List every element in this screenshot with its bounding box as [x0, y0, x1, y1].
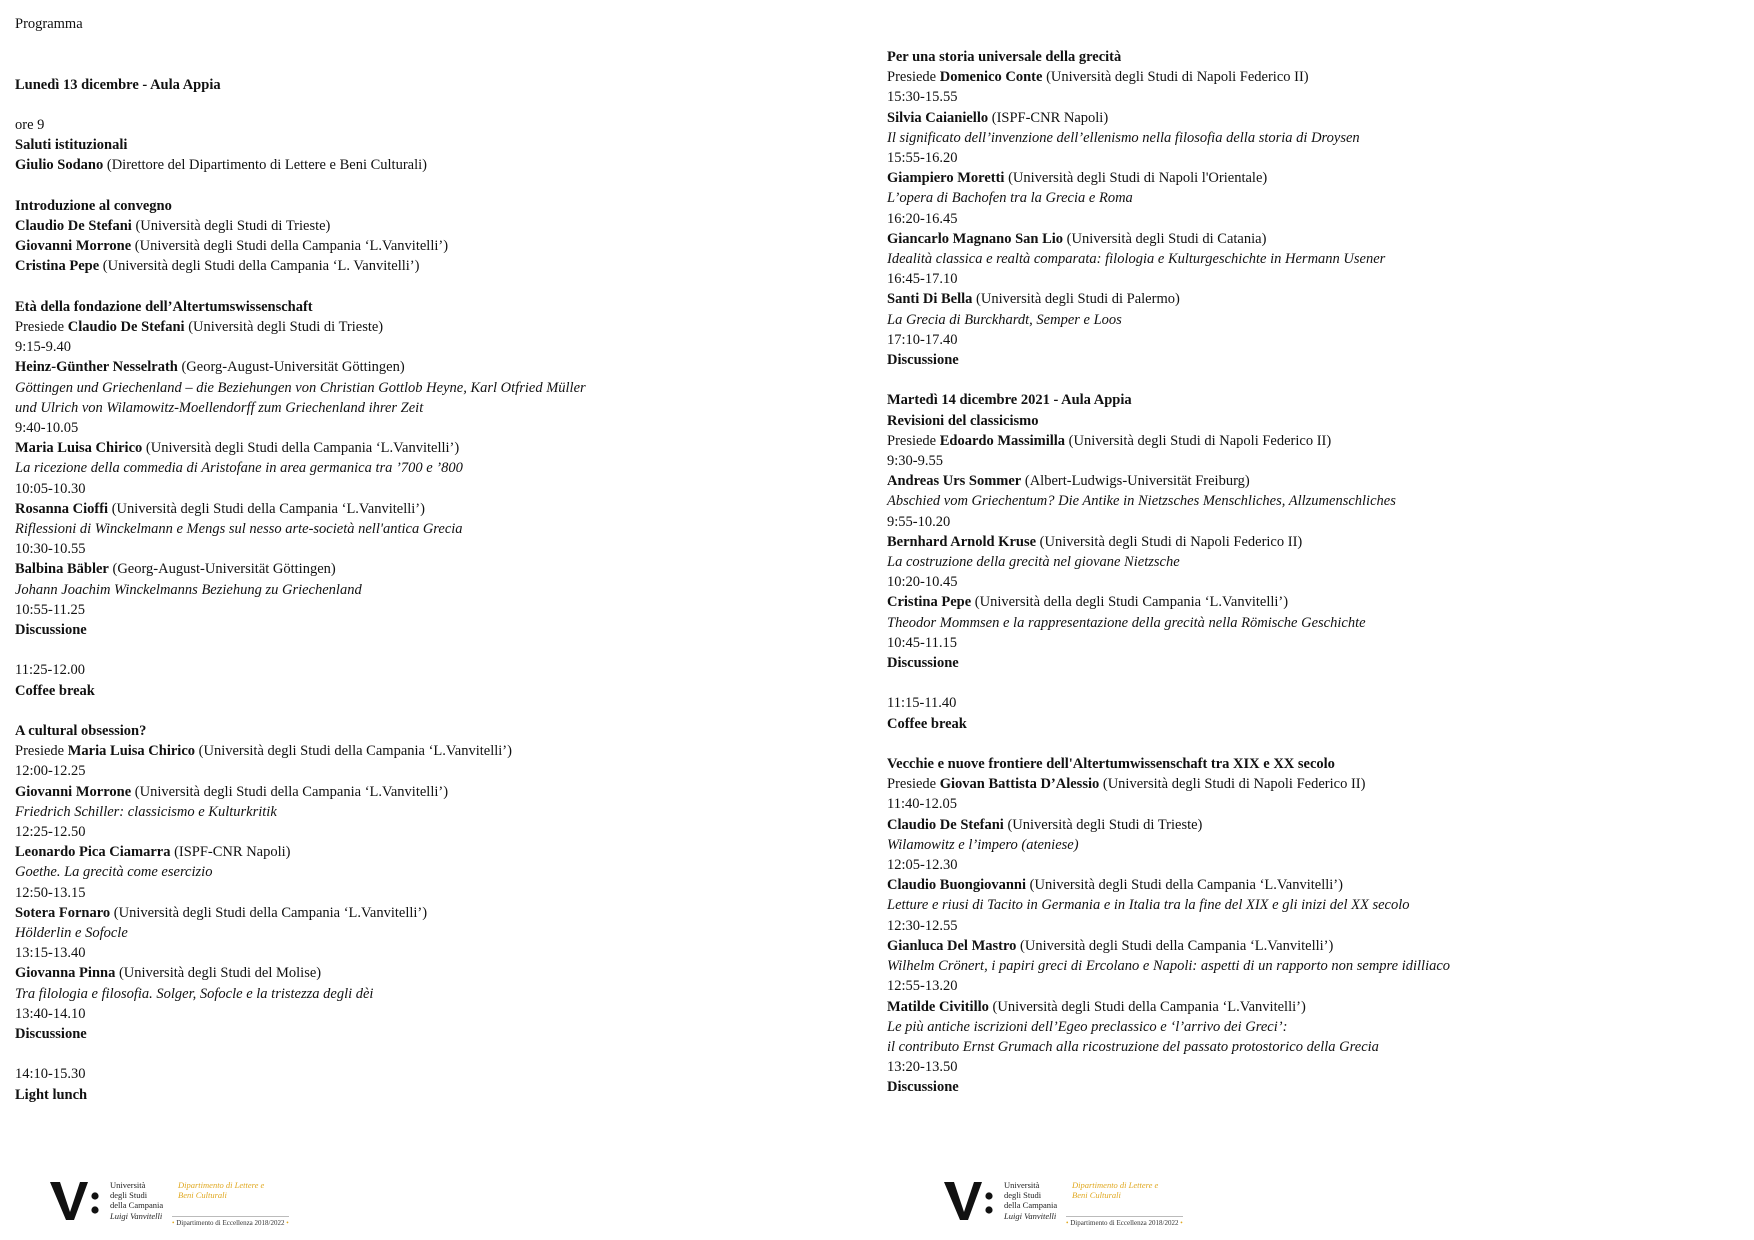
time-slot: 10:55-11.25 [15, 601, 85, 618]
speaker-name: Bernhard Arnold Kruse [887, 533, 1037, 550]
speaker-line [15, 216, 875, 236]
speaker-name: Cristina Pepe [15, 258, 100, 275]
speaker-line [15, 357, 875, 377]
bold-heading: A cultural obsession? [15, 723, 147, 739]
speaker-line [15, 963, 875, 983]
speaker-name: Giovanni Morrone [15, 238, 132, 255]
talk-title: L’opera di Bachofen tra la Grecia e Roma [887, 190, 1133, 207]
talk-title: Wilamowitz e l’impero (ateniese) [887, 836, 1079, 853]
speaker-affiliation: (Università degli Studi del Molise) [118, 965, 322, 982]
document-label: Programma [15, 16, 83, 32]
speaker-affiliation: (Università degli Studi di Napoli Federico II) [1039, 533, 1303, 550]
speaker-affiliation: (Georg-August-Universität Göttingen) [112, 561, 336, 578]
speaker-name: Claudio Buongiovanni [887, 877, 1027, 894]
time-slot: 15:55-16.20 [887, 150, 958, 167]
talk-title: Göttingen und Griechenland – die Beziehungen von Christian Gottlob Heyne, Karl Otfried Müller [15, 379, 586, 396]
talk-title: La Grecia di Burckhardt, Semper e Loos [887, 311, 1122, 328]
speaker-line [887, 875, 1747, 895]
speaker-line [887, 936, 1747, 956]
speaker-name: Giovanna Pinna [15, 965, 116, 982]
spacer [15, 176, 875, 196]
chair-affiliation: (Università degli Studi di Napoli Federico II) [1068, 432, 1332, 449]
speaker-name: Andreas Urs Sommer [887, 473, 1022, 490]
chair-affiliation: (Università degli Studi di Napoli Federico II) [1102, 776, 1366, 793]
speaker-name: Giovanni Morrone [15, 783, 132, 800]
talk-title: Il significato dell’invenzione dell’ellenismo nella filosofia della storia di Droysen [887, 129, 1360, 146]
talk-title: Johann Joachim Winckelmanns Beziehung zu Griechenland [15, 581, 362, 598]
speaker-name: Claudio De Stefani [887, 816, 1004, 833]
department-name: Dipartimento di Lettere e Beni Culturali [1072, 1180, 1159, 1201]
bold-heading: Coffee break [15, 682, 95, 699]
speaker-line [887, 592, 1747, 612]
chair-line [887, 774, 1747, 794]
time-slot: 10:45-11.15 [887, 634, 957, 651]
spacer [887, 370, 1747, 390]
bold-heading: Vecchie e nuove frontiere dell'Altertumwissenschaft tra XIX e XX secolo [887, 756, 1335, 773]
speaker-line [15, 256, 875, 276]
speaker-affiliation: (Università degli Studi di Trieste) [135, 217, 331, 234]
time-slot: 10:20-10.45 [887, 574, 958, 591]
bold-heading: Revisioni del classicismo [887, 412, 1039, 429]
bold-heading: Introduzione al convegno [15, 197, 172, 214]
bold-heading: Età della fondazione dell’Altertumswissenschaft [15, 298, 313, 315]
time-slot: 12:25-12.50 [15, 824, 86, 841]
university-logo-icon [942, 1178, 994, 1224]
speaker-affiliation: (Università degli Studi della Campania ‘L. Vanvitelli’) [102, 258, 420, 275]
speaker-name: Giampiero Moretti [887, 170, 1005, 187]
speaker-name: Balbina Bäbler [15, 561, 109, 578]
chair-affiliation: (Università degli Studi di Napoli Federico II) [1046, 69, 1309, 86]
speaker-affiliation: (Università degli Studi della Campania ‘L.Vanvitelli’) [113, 904, 428, 921]
bold-heading: Discussione [15, 1026, 87, 1043]
speaker-line [887, 815, 1747, 835]
chair-line [887, 431, 1747, 451]
speaker-name: Maria Luisa Chirico [15, 440, 143, 457]
time-slot: 9:30-9.55 [887, 453, 943, 470]
talk-title: Riflessioni di Winckelmann e Mengs sul nesso arte-società nell'antica Grecia [15, 521, 463, 537]
excellence-label: • Dipartimento di Eccellenza 2018/2022 • [172, 1216, 289, 1227]
speaker-name: Matilde Civitillo [887, 998, 989, 1015]
spacer [15, 95, 875, 115]
speaker-name: Cristina Pepe [887, 594, 972, 611]
time-slot: 9:40-10.05 [15, 419, 79, 436]
bold-heading: Coffee break [887, 715, 967, 732]
speaker-line [887, 289, 1747, 309]
speaker-affiliation: (Università degli Studi di Trieste) [1007, 816, 1203, 833]
bold-heading: Discussione [887, 352, 959, 369]
talk-title: Hölderlin e Sofocle [15, 925, 128, 942]
speaker-affiliation: (Georg-August-Universität Göttingen) [181, 359, 405, 376]
chair-prefix: Presiede [887, 69, 937, 86]
speaker-line [15, 438, 875, 458]
time-slot: 11:25-12.00 [15, 662, 85, 679]
speaker-name: Leonardo Pica Ciamarra [15, 844, 171, 861]
department-name: Dipartimento di Lettere e Beni Culturali [178, 1180, 265, 1201]
talk-title: Idealità classica e realtà comparata: filologia e Kulturgeschichte in Hermann Usener [887, 251, 1386, 268]
speaker-line [887, 532, 1747, 552]
speaker-affiliation: (ISPF-CNR Napoli) [991, 109, 1109, 126]
chair-name: Domenico Conte [939, 69, 1043, 86]
talk-title: Letture e riusi di Tacito in Germania e in Italia tra la fine del XIX e gli inizi del XX secolo [887, 897, 1410, 914]
right-column [887, 47, 1747, 1098]
speaker-line [887, 471, 1747, 491]
bold-heading: Martedì 14 dicembre 2021 - Aula Appia [887, 392, 1132, 409]
time-slot: ore 9 [15, 116, 45, 133]
chair-name: Edoardo Massimilla [939, 432, 1066, 449]
time-slot: 16:20-16.45 [887, 210, 958, 227]
speaker-line [15, 782, 875, 802]
chair-prefix: Presiede [15, 743, 65, 760]
chair-prefix: Presiede [15, 318, 65, 335]
time-slot: 17:10-17.40 [887, 331, 958, 348]
bold-heading: Per una storia universale della grecità [887, 49, 1122, 65]
time-slot: 10:30-10.55 [15, 541, 86, 558]
speaker-line [15, 559, 875, 579]
chair-prefix: Presiede [887, 776, 937, 793]
spacer [15, 277, 875, 297]
speaker-line [887, 229, 1747, 249]
speaker-name: Santi Di Bella [887, 291, 973, 308]
speaker-line [15, 155, 875, 175]
talk-title: und Ulrich von Wilamowitz-Moellendorff zum Griechenland ihrer Zeit [15, 399, 424, 416]
bold-heading: Discussione [15, 622, 87, 639]
speaker-affiliation: (Università degli Studi della Campania ‘L.Vanvitelli’) [992, 998, 1306, 1015]
time-slot: 12:55-13.20 [887, 978, 958, 995]
chair-line [887, 67, 1747, 87]
speaker-affiliation: (Università degli Studi della Campania ‘L.Vanvitelli’) [134, 238, 449, 255]
university-name: Università degli Studi della Campania Luigi Vanvitelli [110, 1180, 164, 1221]
chair-name: Maria Luisa Chirico [67, 743, 196, 760]
speaker-affiliation: (Università degli Studi di Catania) [1066, 230, 1267, 247]
speaker-affiliation: (Università degli Studi della Campania ‘L.Vanvitelli’) [1029, 877, 1343, 894]
bold-heading: Saluti istituzionali [15, 137, 128, 154]
talk-title: Goethe. La grecità come esercizio [15, 864, 213, 881]
chair-prefix: Presiede [887, 432, 937, 449]
time-slot: 15:30-15.55 [887, 89, 958, 106]
bold-heading: Lunedì 13 dicembre - Aula Appia [15, 76, 221, 93]
left-column [15, 14, 875, 1105]
bold-heading: Discussione [887, 1079, 959, 1096]
chair-line [15, 741, 875, 761]
time-slot: 12:00-12.25 [15, 763, 86, 780]
time-slot: 9:55-10.20 [887, 513, 951, 530]
speaker-affiliation: (Università degli Studi della Campania ‘L.Vanvitelli’) [145, 440, 460, 457]
talk-title: Tra filologia e filosofia. Solger, Sofocle e la tristezza degli dèi [15, 985, 374, 1002]
speaker-affiliation: (Albert-Ludwigs-Universität Freiburg) [1024, 473, 1250, 490]
speaker-line [15, 903, 875, 923]
talk-title: il contributo Ernst Grumach alla ricostruzione del passato protostorico della Grecia [887, 1038, 1379, 1055]
bold-heading: Light lunch [15, 1086, 88, 1103]
spacer [887, 734, 1747, 754]
speaker-affiliation: (Università degli Studi della Campania ‘L.Vanvitelli’) [111, 500, 425, 517]
spacer [15, 701, 875, 721]
time-slot: 11:15-11.40 [887, 695, 957, 712]
spacer [15, 54, 875, 74]
speaker-name: Heinz-Günther Nesselrath [15, 359, 178, 376]
footer-logo-left [48, 1178, 328, 1228]
speaker-name: Sotera Fornaro [15, 904, 111, 921]
talk-title: Le più antiche iscrizioni dell’Egeo preclassico e ‘l’arrivo dei Greci’: [887, 1018, 1288, 1035]
speaker-line [887, 997, 1747, 1017]
talk-title: Wilhelm Crönert, i papiri greci di Ercolano e Napoli: aspetti di un rapporto non sempre idilliaco [887, 958, 1451, 975]
excellence-label: • Dipartimento di Eccellenza 2018/2022 • [1066, 1216, 1183, 1227]
footer-logo-right [942, 1178, 1222, 1228]
time-slot: 16:45-17.10 [887, 271, 958, 288]
time-slot: 11:40-12.05 [887, 796, 957, 813]
talk-title: La costruzione della grecità nel giovane Nietzsche [887, 554, 1180, 571]
speaker-name: Rosanna Cioffi [15, 500, 109, 517]
talk-title: Abschied vom Griechentum? Die Antike in Nietzsches Menschliches, Allzumenschliches [887, 493, 1396, 510]
speaker-name: Silvia Caianiello [887, 109, 989, 126]
speaker-line [15, 236, 875, 256]
chair-name: Giovan Battista D’Alessio [939, 776, 1100, 793]
talk-title: Theodor Mommsen e la rappresentazione della grecità nella Römische Geschichte [887, 614, 1366, 631]
speaker-name: Giancarlo Magnano San Lio [887, 230, 1064, 247]
chair-name: Claudio De Stefani [67, 318, 185, 335]
speaker-affiliation: (Università degli Studi di Palermo) [976, 291, 1180, 308]
talk-title: La ricezione della commedia di Aristofane in area germanica tra ’700 e ’800 [15, 460, 463, 477]
time-slot: 12:30-12.55 [887, 917, 958, 934]
time-slot: 9:15-9.40 [15, 339, 71, 356]
chair-affiliation: (Università degli Studi di Trieste) [188, 318, 384, 335]
speaker-affiliation: (ISPF-CNR Napoli) [174, 844, 291, 861]
chair-line [15, 317, 875, 337]
time-slot: 14:10-15.30 [15, 1066, 86, 1083]
time-slot: 12:05-12.30 [887, 857, 958, 874]
speaker-name: Giulio Sodano [15, 157, 104, 174]
speaker-affiliation: (Direttore del Dipartimento di Lettere e Beni Culturali) [106, 157, 427, 174]
time-slot: 12:50-13.15 [15, 884, 86, 901]
speaker-affiliation: (Università degli Studi della Campania ‘L.Vanvitelli’) [1020, 937, 1334, 954]
spacer [15, 1044, 875, 1064]
speaker-affiliation: (Università degli Studi di Napoli l'Orientale) [1008, 170, 1268, 187]
speaker-affiliation: (Università degli Studi della Campania ‘L.Vanvitelli’) [134, 783, 449, 800]
speaker-affiliation: (Università della degli Studi Campania ‘L.Vanvitelli’) [974, 594, 1289, 611]
speaker-line [887, 108, 1747, 128]
time-slot: 13:15-13.40 [15, 945, 86, 962]
time-slot: 13:40-14.10 [15, 1005, 86, 1022]
spacer [887, 673, 1747, 693]
speaker-name: Gianluca Del Mastro [887, 937, 1017, 954]
talk-title: Friedrich Schiller: classicismo e Kulturkritik [15, 803, 277, 820]
university-logo-icon [48, 1178, 100, 1224]
speaker-name: Claudio De Stefani [15, 217, 132, 234]
speaker-line [887, 168, 1747, 188]
speaker-line [15, 842, 875, 862]
speaker-line [15, 499, 875, 519]
university-name: Università degli Studi della Campania Luigi Vanvitelli [1004, 1180, 1058, 1221]
spacer [15, 640, 875, 660]
chair-affiliation: (Università degli Studi della Campania ‘L.Vanvitelli’) [198, 743, 512, 760]
bold-heading: Discussione [887, 655, 959, 672]
time-slot: 10:05-10.30 [15, 480, 86, 497]
time-slot: 13:20-13.50 [887, 1059, 958, 1076]
